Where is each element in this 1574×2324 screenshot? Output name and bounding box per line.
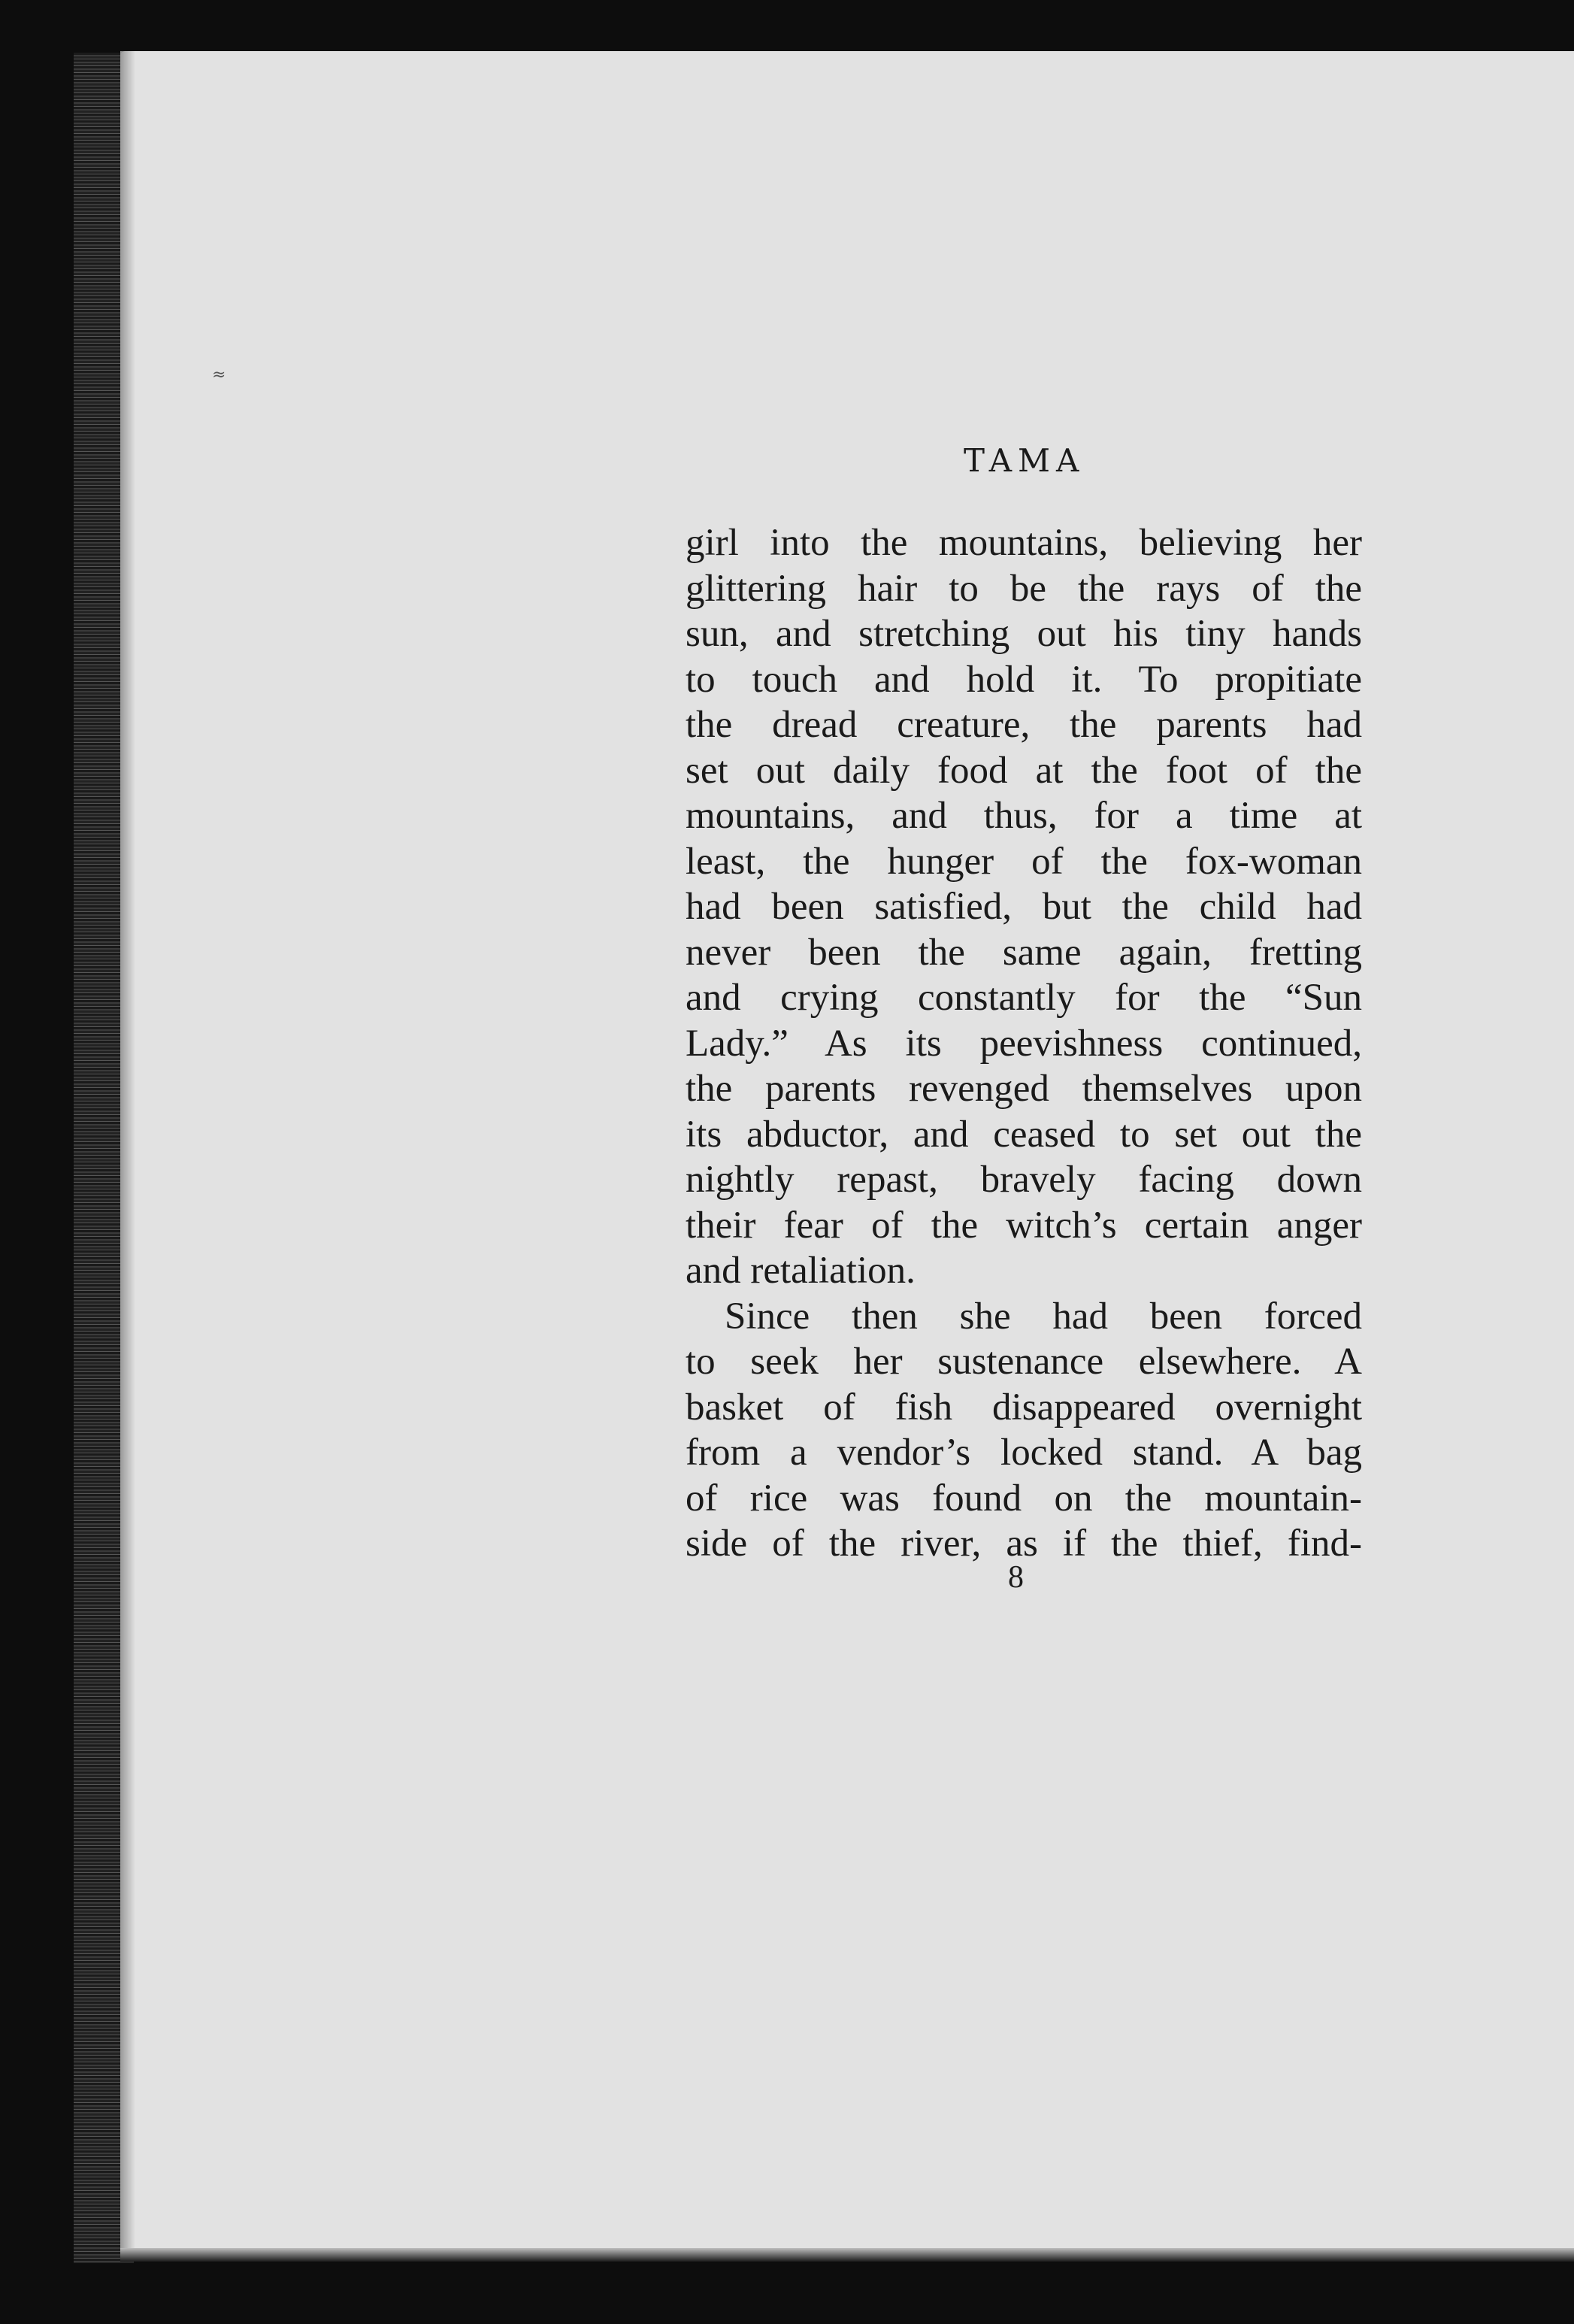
text-line: mountains, and thus, for a time at (686, 795, 1362, 837)
text-line: sun, and stretching out his tiny hands (686, 613, 1362, 655)
text-line: its abductor, and ceased to set out the (686, 1113, 1362, 1156)
text-line: to seek her sustenance elsewhere. A (686, 1341, 1362, 1383)
text-line: Lady.” As its peevishness continued, (686, 1022, 1362, 1065)
body-text (686, 520, 1362, 1567)
text-line: least, the hunger of the fox-woman (686, 840, 1362, 883)
ink-speck: ≈ (212, 365, 226, 384)
text-line: girl into the mountains, believing her (686, 522, 1362, 564)
paragraph-start-line: Since then she had been forced (725, 1295, 1362, 1338)
text-line: the dread creature, the parents had (686, 704, 1362, 746)
page-gutter-shadow (120, 51, 135, 2254)
text-line: of rice was found on the mountain- (686, 1477, 1362, 1520)
page-number: 8 (1008, 1560, 1024, 1595)
text-line: nightly repast, bravely facing down (686, 1159, 1362, 1201)
text-line: side of the river, as if the thief, find- (686, 1523, 1362, 1565)
running-head: TAMA (964, 442, 1085, 479)
paragraph-end-line: and retaliation. (686, 1250, 916, 1292)
text-line: to touch and hold it. To propitiate (686, 658, 1362, 701)
text-line: never been the same again, fretting (686, 931, 1362, 974)
text-line: basket of fish disappeared overnight (686, 1386, 1362, 1429)
text-line: their fear of the witch’s certain anger (686, 1204, 1362, 1247)
text-line: from a vendor’s locked stand. A bag (686, 1432, 1362, 1474)
page-bottom-edge (120, 2248, 1574, 2262)
text-line: glittering hair to be the rays of the (686, 567, 1362, 610)
text-line: set out daily food at the foot of the (686, 749, 1362, 792)
text-line: had been satisfied, but the child had (686, 886, 1362, 928)
text-line: and crying constantly for the “Sun (686, 977, 1362, 1019)
text-line: the parents revenged themselves upon (686, 1068, 1362, 1110)
